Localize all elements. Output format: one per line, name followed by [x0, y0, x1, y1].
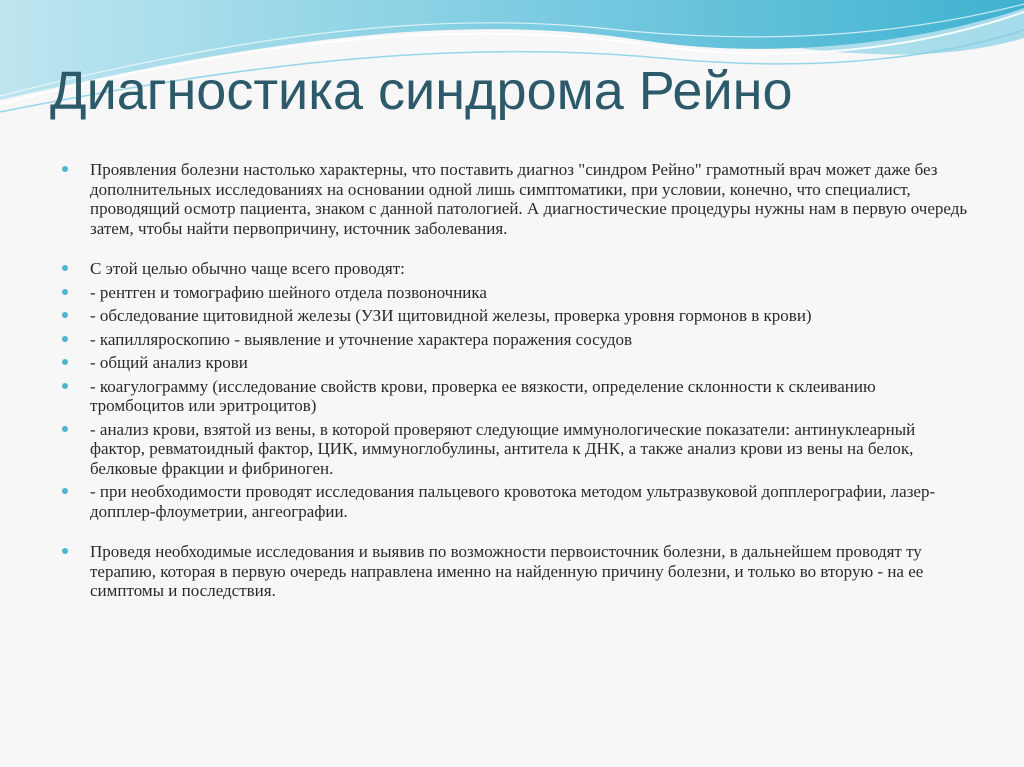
list-item [60, 542, 970, 601]
bullet-icon [60, 306, 72, 326]
list-item-text: - при необходимости проводят исследования пальцевого кровотока методом ультразвуковой допплерографии, лазер-допплер-флоуметрии, ангеографии. [90, 482, 936, 521]
list-item [60, 160, 970, 238]
bullet-list [60, 160, 970, 605]
bullet-icon [60, 542, 72, 562]
list-item [60, 353, 970, 373]
list-item-text: - капилляроскопию - выявление и уточнение характера поражения сосудов [90, 329, 633, 349]
list-item [60, 306, 970, 326]
list-item-text: - общий анализ крови [90, 353, 248, 372]
slide-title: Диагностика синдрома Рейно [50, 61, 793, 121]
list-item-text: - рентген и томографию шейного отдела позвоночника [90, 282, 487, 302]
list-item [60, 377, 970, 416]
list-item-text: - обследование щитовидной железы (УЗИ щитовидной железы, проверка уровня гормонов в крови) [90, 306, 812, 325]
bullet-icon [60, 259, 72, 279]
list-item-text: - коагулограмму (исследование свойств крови, проверка ее вязкости, определение склонности к склеиванию тромбоцитов или эритроцитов) [90, 376, 876, 415]
list-item-text: Проявления болезни настолько характерны, что поставить диагноз "синдром Рейно" грамотный врач может даже без дополнительных исследованиях на основании одной лишь симптоматики, при условии, конечно, что специалист, проводящий осмотр пациента, знаком с данной патологией. А диагностические процедуры нужны нам в первую очередь затем, чтобы найти первопричину, источник заболевания. [90, 160, 968, 238]
bullet-icon [60, 353, 72, 373]
list-item [60, 330, 970, 350]
bullet-icon [60, 377, 72, 397]
bullet-icon [60, 283, 72, 303]
bullet-icon [60, 160, 72, 180]
list-item-text: - анализ крови, взятой из вены, в которой проверяют следующие иммунологические показатели: антинуклеарный фактор, ревматоидный фактор, ЦИК, иммуноглобулины, антитела к ДНК, а также анализ крови из вены на белок, белковые фракции и фибриноген. [90, 419, 916, 478]
list-item [60, 482, 970, 521]
list-item-text: Проведя необходимые исследования и выявив по возможности первоисточник болезни, в дальнейшем проводят ту терапию, которая в первую очередь направлена именно на найденную причину болезни, и только во вторую - на ее симптомы и последствия. [90, 542, 924, 600]
bullet-icon [60, 420, 72, 440]
list-item [60, 420, 970, 479]
bullet-icon [60, 482, 72, 502]
list-item [60, 259, 970, 279]
bullet-icon [60, 330, 72, 350]
list-item-text: С этой целью обычно чаще всего проводят: [90, 259, 405, 278]
list-item [60, 283, 970, 303]
